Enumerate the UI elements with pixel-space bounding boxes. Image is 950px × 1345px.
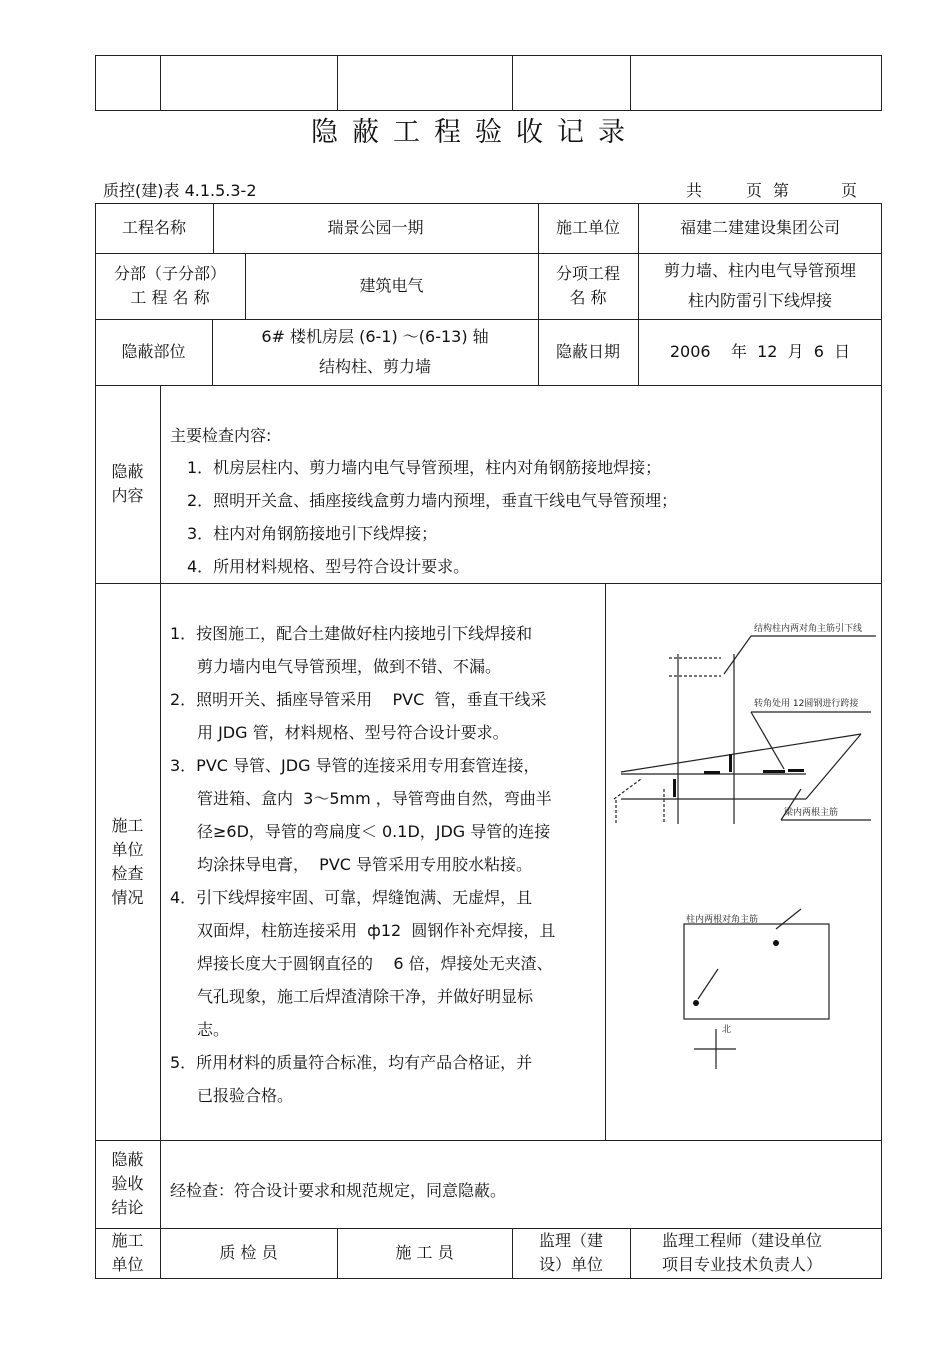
leader-line [776,909,801,929]
divider [160,385,161,1278]
weld-mark [763,770,785,773]
supervisor-unit-label [512,1228,630,1278]
inspection-line: 焊接长度大于圆钢直径的 6 倍，焊接处无夹渣、 [197,954,553,973]
inspection-line: 管进箱、盒内 3～5mm ，导管弯曲自然，弯曲半 [197,789,552,808]
diagram-label-corner: 转角处用 12圆钢进行跨接 [754,699,859,709]
location-value [212,319,538,385]
beam-line [621,734,861,772]
diagram-label-top: 结构柱内两对角主筋引下线 [754,624,863,634]
inspection-label-line: 施工 [111,815,144,835]
divider [512,55,513,111]
inspection-label-line: 检查 [111,863,144,883]
project-name-value: 瑞景公园一期 [327,218,424,237]
inspection-line: 均涂抹导电膏， PVC 导管采用专用胶水粘接。 [197,855,533,874]
diagram-label-beam: 梁内两根主筋 [784,808,839,818]
inspection-line: 4．引下线焊接牢固、可靠，焊缝饱满、无虚焊，且 [170,888,533,907]
content-item: 2．照明开关盒、插座接线盒剪力墙内预埋，垂直干线电气导管预埋； [187,491,678,510]
diagram-label-north: 北 [722,1025,732,1035]
row-divider [95,385,882,386]
leader-line [724,636,751,674]
weld-mark [673,779,676,797]
inspection-label-line: 情况 [111,887,144,907]
location-label: 隐蔽部位 [121,342,186,361]
row-divider [95,1140,882,1141]
beam-line [806,734,861,799]
weld-mark [729,754,732,772]
content-label-line1: 隐蔽 [111,462,144,481]
conclusion-label [95,1140,160,1228]
diagram-label-column: 柱内两根对角主筋 [686,915,759,925]
inspection-line: 2．照明开关、插座导管采用 PVC 管，垂直干线采 [170,690,547,709]
conclusion-label-line: 结论 [111,1198,144,1217]
inspection-line: 已报验合格。 [197,1086,294,1105]
division-label [95,253,245,319]
conclusion-text: 经检查：符合设计要求和规范规定，同意隐蔽。 [170,1181,507,1200]
project-name-label: 工程名称 [121,218,186,237]
subitem-label-line2: 名 称 [569,288,607,307]
division-label-line2: 工 程 名 称 [130,288,210,307]
page-unit-label-2: 页 [841,181,858,200]
location-value-line2: 结构柱、剪力墙 [318,357,431,376]
inspection-line: 志。 [197,1020,230,1039]
contractor-value: 福建二建建设集团公司 [679,218,840,237]
rebar-dot [773,940,779,946]
page-current-label: 第 [773,181,790,200]
supervisor-unit-line: 设）单位 [538,1255,603,1274]
weld-mark [704,771,720,774]
weld-mark [788,769,804,772]
top-blank-table [95,55,882,111]
division-value: 建筑电气 [359,276,424,295]
inspection-line: 气孔现象，施工后焊渣清除干净，并做好明显标 [197,987,534,1006]
supervisor-unit-line: 监理（建 [538,1231,603,1250]
column-section [684,924,829,1019]
date-value: 2006 年 12 月 6 日 [669,342,851,361]
location-value-line1: 6# 楼机房层 (6-1) ～(6-13) 轴 [261,327,489,346]
inspection-line: 3．PVC 导管、JDG 导管的连接采用专用套管连接， [170,756,540,775]
content-item: 1．机房层柱内、剪力墙内电气导管预埋，柱内对角钢筋接地焊接； [187,458,662,477]
inspection-line: 5．所用材料的质量符合标准，均有产品合格证，并 [170,1053,533,1072]
inspection-label-line: 单位 [111,839,144,859]
signature-unit-line: 单位 [111,1255,144,1274]
engineer-label [630,1228,882,1278]
contractor-label: 施工单位 [555,218,620,237]
engineer-line: 监理工程师（建设单位 [662,1231,823,1250]
subitem-label-line1: 分项工程 [555,264,620,283]
divider [160,55,161,111]
page-total-label: 共 [686,181,703,200]
inspection-label [95,583,160,1140]
signature-unit-label [95,1228,160,1278]
subitem-value-line2: 柱内防雷引下线焊接 [687,291,832,310]
content-label-line2: 内容 [111,486,144,505]
content-heading: 主要检查内容: [170,426,272,445]
content-label [95,385,160,583]
dashed-rebar [614,779,641,799]
inspection-line: 径≥6D，导管的弯扁度＜ 0.1D，JDG 导管的连接 [197,822,551,841]
page-title: 隐蔽工程验收记录 [311,117,639,148]
page-unit-label: 页 [746,181,763,200]
date-label: 隐蔽日期 [555,342,620,361]
content-item: 4．所用材料规格、型号符合设计要求。 [187,557,470,576]
inspector-label: 质 检 员 [219,1243,278,1262]
subitem-value [638,253,882,319]
rebar-dot [693,1000,699,1006]
wiring-diagram [606,584,881,1139]
signature-unit-line: 施工 [111,1231,144,1250]
leader-line [698,969,718,999]
form-code: 质控(建)表 4.1.5.3-2 [103,181,257,200]
divider [337,55,338,111]
leader-line [751,712,784,769]
conclusion-label-line: 隐蔽 [111,1150,144,1169]
inspection-line: 1．按图施工，配合土建做好柱内接地引下线焊接和 [170,624,533,643]
inspection-line: 用 JDG 管，材料规格、型号符合设计要求。 [197,723,509,742]
inspection-line: 双面焊，柱筋连接采用 ф12 圆钢作补充焊接，且 [197,921,556,940]
division-label-line1: 分部（子分部） [113,264,226,283]
content-item: 3．柱内对角钢筋接地引下线焊接； [187,524,438,543]
conclusion-label-line: 验收 [111,1174,144,1193]
subitem-value-line1: 剪力墙、柱内电气导管预埋 [663,261,856,280]
divider [630,55,631,111]
subitem-label [538,253,638,319]
worker-label: 施 工 员 [395,1243,454,1262]
engineer-line: 项目专业技术负责人） [662,1255,823,1274]
inspection-line: 剪力墙内电气导管预埋，做到不错、不漏。 [197,657,502,676]
